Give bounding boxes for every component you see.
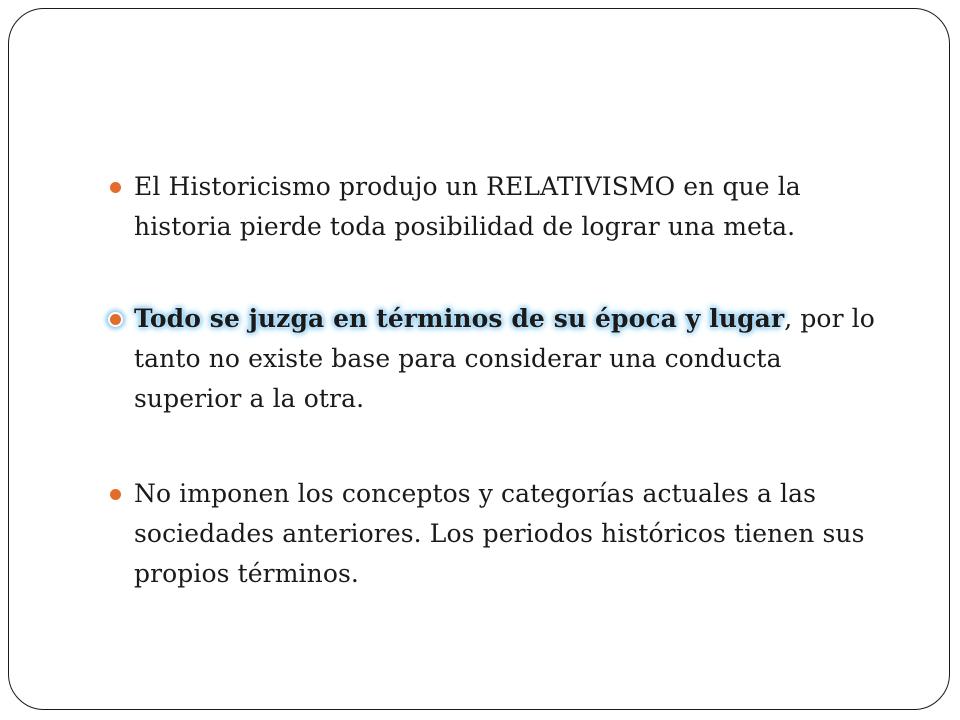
bullet-text: , por lo tanto no existe base para considerar una conducta superior a la otra. xyxy=(134,304,875,413)
bullet-dot-icon xyxy=(110,489,121,500)
bullet-list xyxy=(9,167,951,594)
bullet-text: El Historicismo produjo un RELATIVISMO en que la historia pierde toda posibilidad de lograr una meta. xyxy=(134,172,801,241)
bullet-item-3 xyxy=(9,474,951,594)
bullet-dot-icon xyxy=(110,182,121,193)
bullet-item-2 xyxy=(9,299,951,419)
slide-frame xyxy=(8,8,950,710)
bullet-dot-icon xyxy=(110,314,121,325)
bullet-text: No imponen los conceptos y categorías actuales a las sociedades anteriores. Los periodos históricos tienen sus propios términos. xyxy=(134,479,865,588)
bullet-highlight-text: Todo se juzga en términos de su época y lugar xyxy=(134,304,785,333)
bullet-item-1 xyxy=(9,167,951,247)
